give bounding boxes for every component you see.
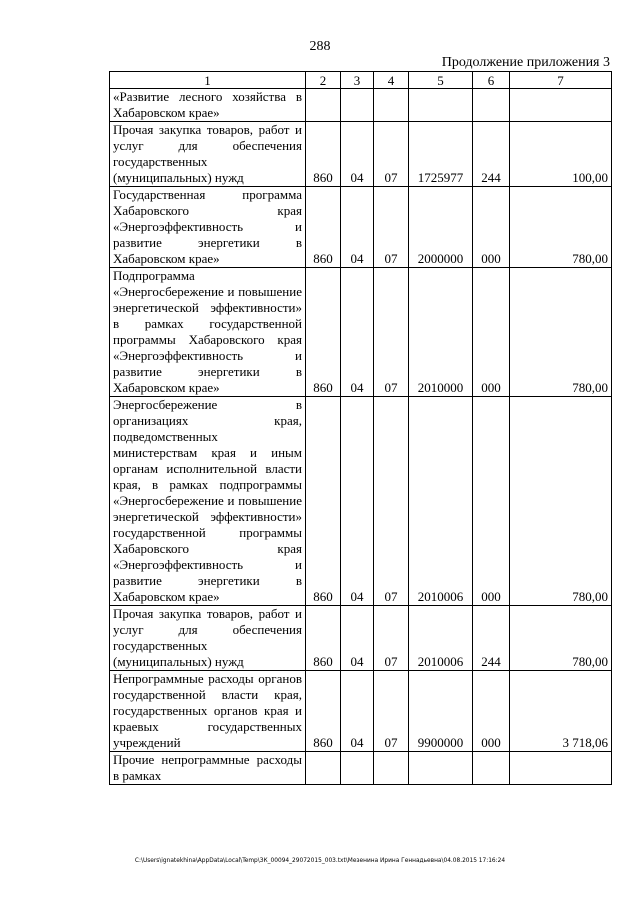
page-number: 288: [309, 39, 331, 54]
code-cell: 2000000: [409, 187, 473, 268]
code-cell: [374, 89, 409, 122]
code-cell: 244: [473, 606, 510, 671]
code-cell: [409, 752, 473, 785]
code-cell: 07: [374, 397, 409, 606]
row-name-cell: Прочие непрограммные расходы в рамках: [110, 752, 306, 785]
code-cell: 860: [306, 268, 341, 397]
amount-cell: [510, 752, 612, 785]
code-cell: 04: [341, 397, 374, 606]
column-header: 6: [473, 72, 510, 89]
amount-cell: 3 718,06: [510, 671, 612, 752]
appendix-continuation-label: Продолжение приложения 3: [441, 55, 610, 70]
code-cell: 04: [341, 187, 374, 268]
code-cell: 2010006: [409, 606, 473, 671]
code-cell: 07: [374, 122, 409, 187]
column-header: 5: [409, 72, 473, 89]
code-cell: [341, 89, 374, 122]
code-cell: 04: [341, 606, 374, 671]
code-cell: [473, 752, 510, 785]
row-name-cell: Подпрограмма «Энергосбережение и повышение энергетической эффективности» в рамках государственной программы Хабаровского края «Энергоэффективность и развитие энергетики в Хабаровском крае»: [110, 268, 306, 397]
table-row: [110, 89, 612, 122]
code-cell: 9900000: [409, 671, 473, 752]
code-cell: 1725977: [409, 122, 473, 187]
amount-cell: 100,00: [510, 122, 612, 187]
code-cell: 07: [374, 606, 409, 671]
code-cell: 000: [473, 268, 510, 397]
row-name-cell: Прочая закупка товаров, работ и услуг для обеспечения государственных (муниципальных) нужд: [110, 606, 306, 671]
file-path-footer: C:\Users\ignatekhina\AppData\Local\Temp\ЗК_00094_29072015_003.txt\Мезенина Ирина Геннадьевна\04.08.2015 17:16:24: [134, 856, 506, 864]
table-row: [110, 671, 612, 752]
amount-cell: 780,00: [510, 606, 612, 671]
column-header: 7: [510, 72, 612, 89]
code-cell: [341, 752, 374, 785]
amount-cell: 780,00: [510, 268, 612, 397]
code-cell: 07: [374, 268, 409, 397]
code-cell: 04: [341, 671, 374, 752]
column-header: 3: [341, 72, 374, 89]
code-cell: 2010006: [409, 397, 473, 606]
code-cell: 04: [341, 268, 374, 397]
column-header: 4: [374, 72, 409, 89]
code-cell: 000: [473, 397, 510, 606]
code-cell: [306, 752, 341, 785]
code-cell: [374, 752, 409, 785]
table-row: [110, 268, 612, 397]
row-name-cell: «Развитие лесного хозяйства в Хабаровском крае»: [110, 89, 306, 122]
amount-cell: 780,00: [510, 187, 612, 268]
table-row: [110, 397, 612, 606]
table-header-row: [110, 72, 612, 89]
row-name-cell: Государственная программа Хабаровского края «Энергоэффективность и развитие энергетики в Хабаровском крае»: [110, 187, 306, 268]
amount-cell: 780,00: [510, 397, 612, 606]
code-cell: [306, 89, 341, 122]
code-cell: [473, 89, 510, 122]
table-row: [110, 187, 612, 268]
code-cell: 860: [306, 397, 341, 606]
code-cell: [409, 89, 473, 122]
code-cell: 07: [374, 187, 409, 268]
code-cell: 860: [306, 671, 341, 752]
budget-table: [109, 71, 612, 785]
code-cell: 07: [374, 671, 409, 752]
column-header: 2: [306, 72, 341, 89]
code-cell: 860: [306, 187, 341, 268]
row-name-cell: Непрограммные расходы органов государственной власти края, государственных органов края и краевых государственных учреждений: [110, 671, 306, 752]
amount-cell: [510, 89, 612, 122]
table-row: [110, 752, 612, 785]
code-cell: 860: [306, 122, 341, 187]
row-name-cell: Энергосбережение в организациях края, подведомственных министерствам края и иным органам исполнительной власти края, в рамках подпрограммы «Энергосбережение и повышение энергетической эффективности» государственной программы Хабаровского края «Энергоэффективность и развитие энергетики в Хабаровском крае»: [110, 397, 306, 606]
code-cell: 04: [341, 122, 374, 187]
table-row: [110, 606, 612, 671]
table-row: [110, 122, 612, 187]
code-cell: 2010000: [409, 268, 473, 397]
code-cell: 860: [306, 606, 341, 671]
code-cell: 000: [473, 187, 510, 268]
code-cell: 000: [473, 671, 510, 752]
row-name-cell: Прочая закупка товаров, работ и услуг для обеспечения государственных (муниципальных) нужд: [110, 122, 306, 187]
code-cell: 244: [473, 122, 510, 187]
column-header: 1: [110, 72, 306, 89]
